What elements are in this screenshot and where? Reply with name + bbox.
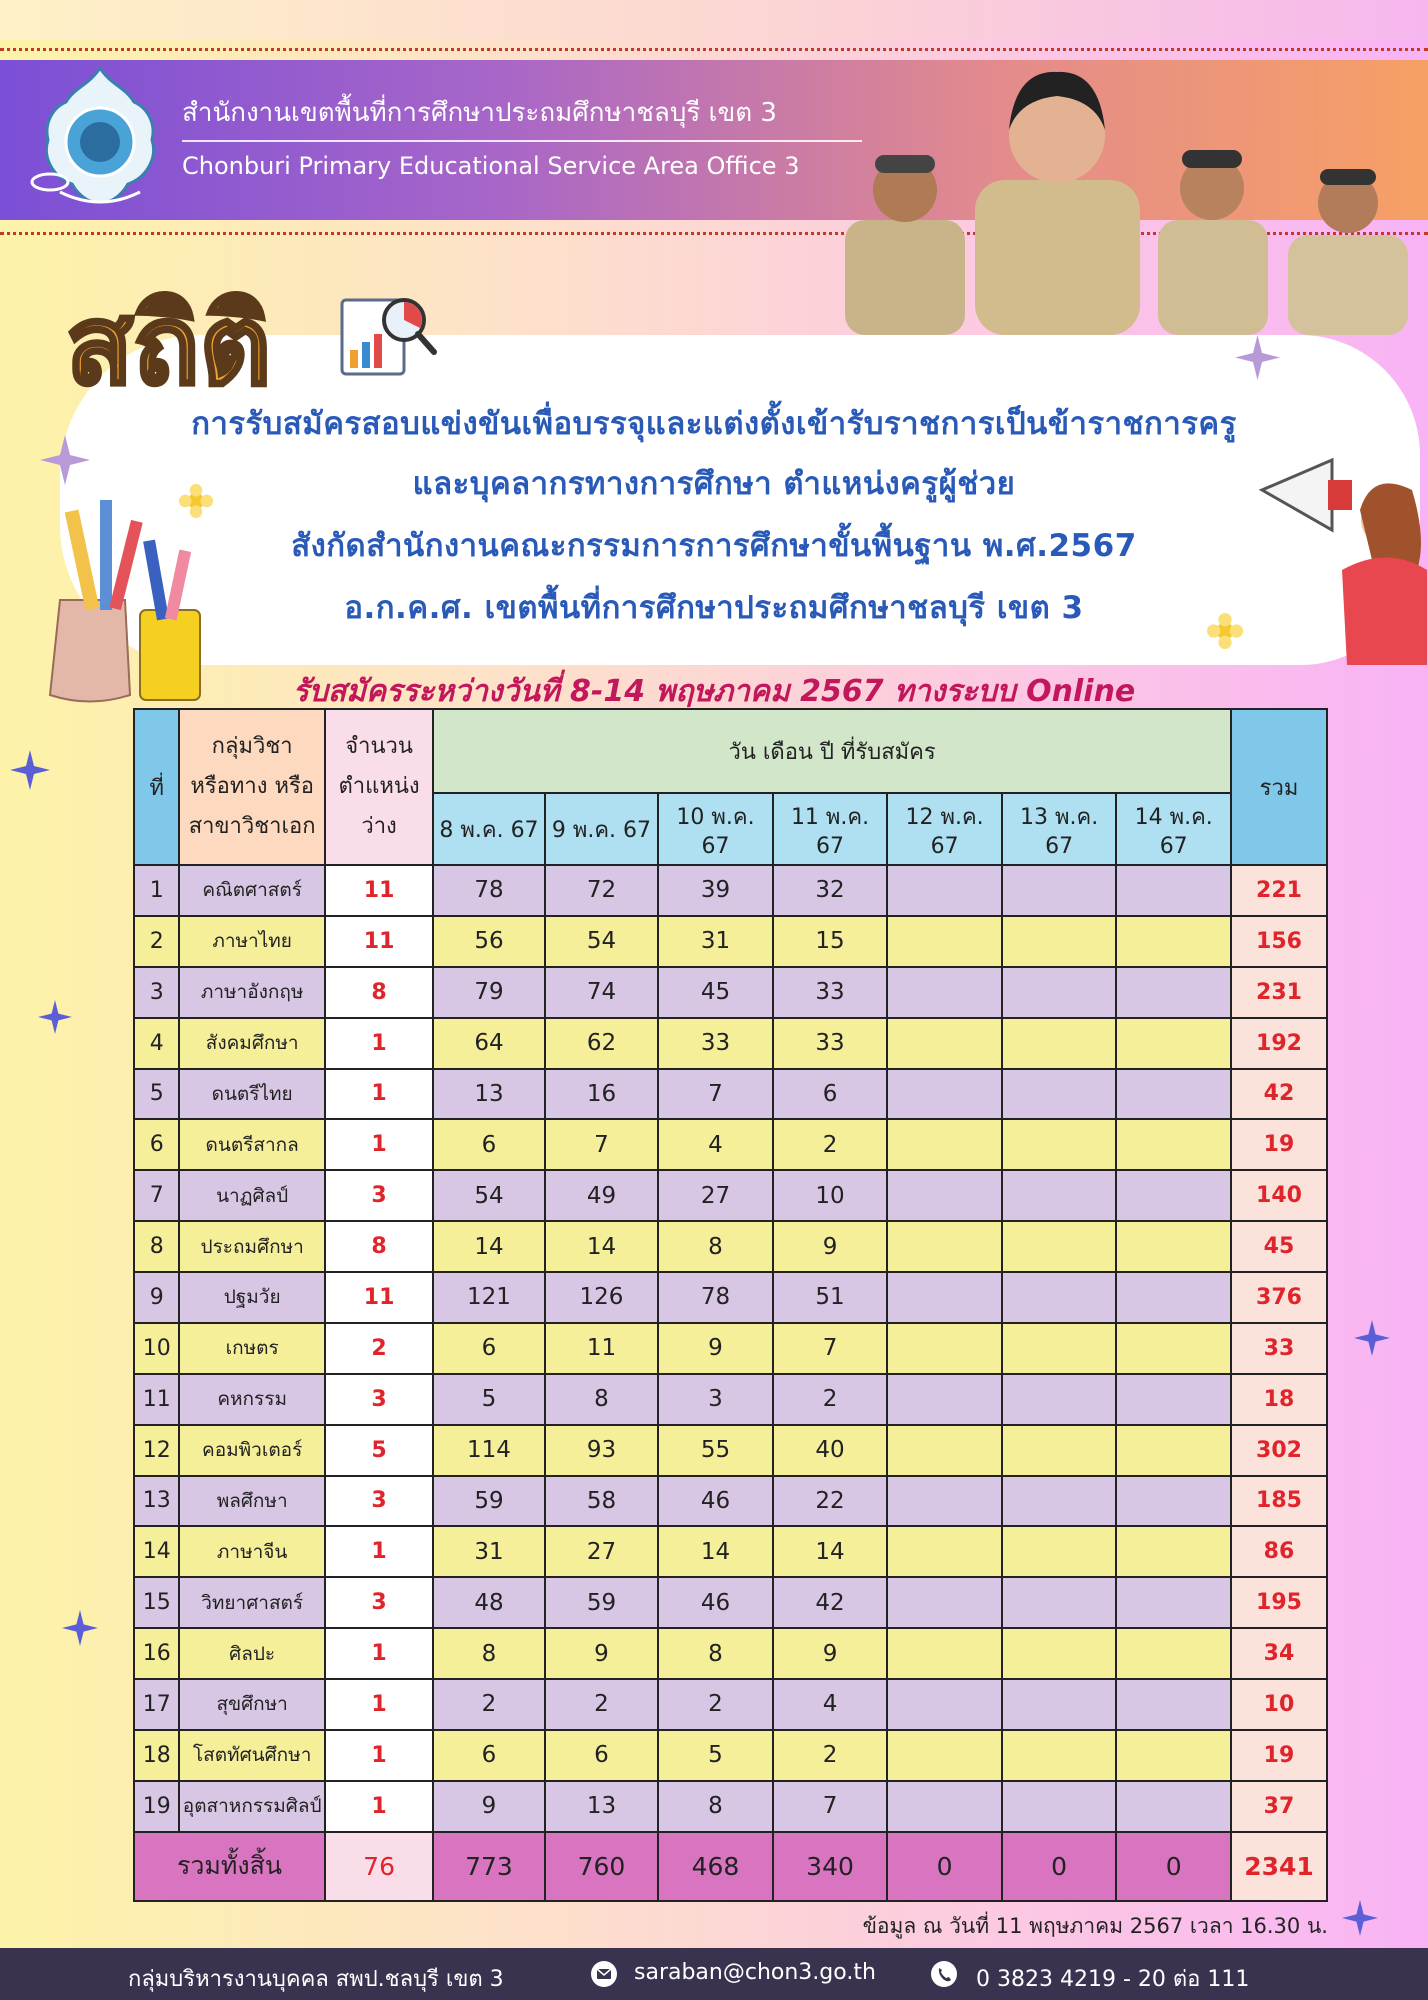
grand-total-row xyxy=(134,1832,1327,1901)
daily-applicants xyxy=(1116,1018,1231,1069)
daily-applicants: 51 xyxy=(773,1272,888,1323)
daily-applicants xyxy=(1002,1272,1117,1323)
daily-applicants: 33 xyxy=(773,1018,888,1069)
daily-applicants: 13 xyxy=(433,1069,544,1120)
daily-applicants xyxy=(1116,1679,1231,1730)
daily-applicants xyxy=(1116,1628,1231,1679)
daily-applicants xyxy=(1116,1526,1231,1577)
row-total: 42 xyxy=(1231,1069,1327,1120)
table-row xyxy=(134,1628,1327,1679)
open-positions: 2 xyxy=(325,1323,433,1374)
subject-name: ปฐมวัย xyxy=(179,1272,325,1323)
daily-applicants xyxy=(887,865,1002,916)
daily-applicants xyxy=(887,1476,1002,1527)
row-total: 86 xyxy=(1231,1526,1327,1577)
subject-name: ประถมศึกษา xyxy=(179,1221,325,1272)
daily-applicants xyxy=(887,1221,1002,1272)
daily-applicants: 40 xyxy=(773,1425,888,1476)
daily-applicants: 59 xyxy=(545,1577,659,1628)
daily-applicants: 4 xyxy=(773,1679,888,1730)
row-total: 156 xyxy=(1231,916,1327,967)
header-day: 13 พ.ค. 67 xyxy=(1002,793,1117,865)
daily-applicants: 7 xyxy=(773,1323,888,1374)
daily-applicants xyxy=(1002,1730,1117,1781)
daily-applicants: 46 xyxy=(658,1577,773,1628)
open-positions: 1 xyxy=(325,1526,433,1577)
daily-applicants: 27 xyxy=(545,1526,659,1577)
row-number: 14 xyxy=(134,1526,179,1577)
daily-applicants: 9 xyxy=(545,1628,659,1679)
subject-name: โสตทัศนศึกษา xyxy=(179,1730,325,1781)
title-line-1: การรับสมัครสอบแข่งขันเพื่อบรรจุและแต่งตั้งเข้ารับราชการเป็นข้าราชการครู xyxy=(191,406,1237,442)
header-day: 11 พ.ค. 67 xyxy=(773,793,888,865)
daily-applicants xyxy=(1116,1374,1231,1425)
table-row xyxy=(134,1577,1327,1628)
daily-applicants: 14 xyxy=(658,1526,773,1577)
row-number: 18 xyxy=(134,1730,179,1781)
daily-applicants: 79 xyxy=(433,967,544,1018)
open-positions: 1 xyxy=(325,1628,433,1679)
row-total: 37 xyxy=(1231,1781,1327,1832)
daily-applicants: 6 xyxy=(773,1069,888,1120)
director-photo-icon xyxy=(965,50,1150,335)
open-positions: 1 xyxy=(325,1069,433,1120)
daily-applicants: 4 xyxy=(658,1119,773,1170)
daily-applicants xyxy=(1116,1781,1231,1832)
table-row xyxy=(134,1018,1327,1069)
row-total: 231 xyxy=(1231,967,1327,1018)
total-positions: 76 xyxy=(325,1832,433,1901)
open-positions: 1 xyxy=(325,1781,433,1832)
daily-applicants xyxy=(1116,1323,1231,1374)
daily-applicants xyxy=(887,1730,1002,1781)
open-positions: 8 xyxy=(325,967,433,1018)
daily-applicants xyxy=(1116,1221,1231,1272)
table-row xyxy=(134,1781,1327,1832)
daily-applicants xyxy=(1002,865,1117,916)
row-number: 17 xyxy=(134,1679,179,1730)
daily-applicants xyxy=(1116,1069,1231,1120)
row-total: 10 xyxy=(1231,1679,1327,1730)
stat-heading: สถิติ xyxy=(66,281,272,409)
open-positions: 1 xyxy=(325,1119,433,1170)
row-number: 9 xyxy=(134,1272,179,1323)
table-row xyxy=(134,1323,1327,1374)
daily-applicants: 6 xyxy=(433,1730,544,1781)
daily-applicants: 74 xyxy=(545,967,659,1018)
daily-applicants xyxy=(887,1425,1002,1476)
daily-applicants: 22 xyxy=(773,1476,888,1527)
daily-applicants: 13 xyxy=(545,1781,659,1832)
sparkle-icon xyxy=(1235,335,1280,380)
row-total: 302 xyxy=(1231,1425,1327,1476)
daily-applicants: 11 xyxy=(545,1323,659,1374)
daily-applicants: 59 xyxy=(433,1476,544,1527)
subject-name: คอมพิวเตอร์ xyxy=(179,1425,325,1476)
daily-applicants: 14 xyxy=(433,1221,544,1272)
daily-applicants xyxy=(1116,916,1231,967)
daily-applicants xyxy=(1002,1577,1117,1628)
daily-applicants: 5 xyxy=(658,1730,773,1781)
row-total: 33 xyxy=(1231,1323,1327,1374)
daily-applicants xyxy=(887,1526,1002,1577)
daily-applicants: 31 xyxy=(658,916,773,967)
daily-applicants: 32 xyxy=(773,865,888,916)
daily-applicants xyxy=(887,1119,1002,1170)
row-number: 13 xyxy=(134,1476,179,1527)
table-row xyxy=(134,1526,1327,1577)
row-number: 11 xyxy=(134,1374,179,1425)
daily-total: 773 xyxy=(433,1832,544,1901)
daily-total: 0 xyxy=(1116,1832,1231,1901)
open-positions: 11 xyxy=(325,1272,433,1323)
daily-applicants xyxy=(1002,1476,1117,1527)
daily-applicants: 8 xyxy=(658,1221,773,1272)
daily-applicants: 7 xyxy=(773,1781,888,1832)
subject-name: นาฏศิลป์ xyxy=(179,1170,325,1221)
daily-applicants xyxy=(1002,1628,1117,1679)
daily-applicants: 8 xyxy=(545,1374,659,1425)
official-photo-icon xyxy=(1150,130,1275,335)
subject-name: ศิลปะ xyxy=(179,1628,325,1679)
row-number: 5 xyxy=(134,1069,179,1120)
open-positions: 3 xyxy=(325,1170,433,1221)
application-period: รับสมัครระหว่างวันที่ 8-14 พฤษภาคม 2567 ทางระบบ Online xyxy=(292,674,1136,709)
daily-applicants xyxy=(1002,1119,1117,1170)
daily-applicants: 33 xyxy=(658,1018,773,1069)
email-icon xyxy=(590,1960,618,1988)
daily-applicants xyxy=(887,1323,1002,1374)
star-icon xyxy=(38,1000,72,1034)
daily-applicants: 27 xyxy=(658,1170,773,1221)
daily-applicants: 49 xyxy=(545,1170,659,1221)
daily-applicants: 54 xyxy=(433,1170,544,1221)
daily-applicants xyxy=(1116,967,1231,1018)
megaphone-girl-icon xyxy=(1252,450,1427,665)
footer-department: กลุ่มบริหารงานบุคคล สพป.ชลบุรี เขต 3 xyxy=(128,1967,504,1992)
daily-applicants: 33 xyxy=(773,967,888,1018)
official-photo-icon xyxy=(1278,155,1418,335)
row-number: 1 xyxy=(134,865,179,916)
table-row xyxy=(134,1119,1327,1170)
daily-applicants: 16 xyxy=(545,1069,659,1120)
table-row xyxy=(134,1425,1327,1476)
daily-applicants xyxy=(1116,1577,1231,1628)
daily-applicants: 2 xyxy=(658,1679,773,1730)
daily-applicants: 8 xyxy=(658,1781,773,1832)
table-row xyxy=(134,1272,1327,1323)
table-row xyxy=(134,1221,1327,1272)
daily-applicants xyxy=(887,967,1002,1018)
subject-name: คหกรรม xyxy=(179,1374,325,1425)
daily-applicants: 58 xyxy=(545,1476,659,1527)
daily-applicants: 2 xyxy=(545,1679,659,1730)
row-total: 19 xyxy=(1231,1730,1327,1781)
daily-applicants xyxy=(887,916,1002,967)
open-positions: 11 xyxy=(325,865,433,916)
subject-name: อุตสาหกรรมศิลป์ xyxy=(179,1781,325,1832)
office-logo-icon xyxy=(30,62,170,212)
daily-applicants: 78 xyxy=(433,865,544,916)
sparkle-icon xyxy=(40,435,90,485)
daily-applicants: 2 xyxy=(773,1374,888,1425)
header-positions: จำนวน ตำแหน่ง ว่าง xyxy=(325,709,433,865)
daily-applicants: 121 xyxy=(433,1272,544,1323)
daily-applicants: 9 xyxy=(658,1323,773,1374)
daily-applicants xyxy=(1002,1018,1117,1069)
daily-applicants xyxy=(1002,1069,1117,1120)
daily-applicants xyxy=(1002,1679,1117,1730)
daily-applicants: 6 xyxy=(433,1119,544,1170)
row-total: 140 xyxy=(1231,1170,1327,1221)
subject-name: สังคมศึกษา xyxy=(179,1018,325,1069)
daily-applicants: 126 xyxy=(545,1272,659,1323)
row-total: 195 xyxy=(1231,1577,1327,1628)
daily-applicants: 2 xyxy=(773,1119,888,1170)
daily-applicants xyxy=(887,1679,1002,1730)
star-icon xyxy=(62,1610,98,1646)
daily-applicants: 39 xyxy=(658,865,773,916)
subject-name: ภาษาจีน xyxy=(179,1526,325,1577)
title-line-4: อ.ก.ค.ศ. เขตพื้นที่การศึกษาประถมศึกษาชลบุรี เขต 3 xyxy=(344,590,1084,626)
daily-applicants: 45 xyxy=(658,967,773,1018)
daily-applicants: 46 xyxy=(658,1476,773,1527)
header-subject: กลุ่มวิชา หรือทาง หรือ สาขาวิชาเอก xyxy=(179,709,325,865)
flower-icon xyxy=(1206,612,1244,650)
table-row xyxy=(134,865,1327,916)
header-day: 8 พ.ค. 67 xyxy=(433,793,544,865)
open-positions: 1 xyxy=(325,1679,433,1730)
row-total: 185 xyxy=(1231,1476,1327,1527)
row-total: 376 xyxy=(1231,1272,1327,1323)
subject-name: ดนตรีไทย xyxy=(179,1069,325,1120)
row-number: 15 xyxy=(134,1577,179,1628)
daily-applicants xyxy=(1002,916,1117,967)
row-total: 192 xyxy=(1231,1018,1327,1069)
table-row xyxy=(134,1730,1327,1781)
daily-applicants xyxy=(887,1170,1002,1221)
daily-applicants: 9 xyxy=(773,1221,888,1272)
star-icon xyxy=(1342,1900,1378,1936)
phone-icon xyxy=(930,1960,958,1988)
daily-applicants xyxy=(1002,1374,1117,1425)
daily-applicants: 64 xyxy=(433,1018,544,1069)
daily-applicants: 8 xyxy=(433,1628,544,1679)
daily-applicants xyxy=(1002,1170,1117,1221)
daily-applicants xyxy=(1116,1730,1231,1781)
table-row xyxy=(134,1679,1327,1730)
daily-applicants: 55 xyxy=(658,1425,773,1476)
row-number: 4 xyxy=(134,1018,179,1069)
subject-name: วิทยาศาสตร์ xyxy=(179,1577,325,1628)
daily-applicants xyxy=(887,1018,1002,1069)
subject-name: เกษตร xyxy=(179,1323,325,1374)
daily-applicants: 3 xyxy=(658,1374,773,1425)
daily-applicants: 9 xyxy=(433,1781,544,1832)
daily-applicants xyxy=(1002,1323,1117,1374)
footer-phone[interactable]: 0 3823 4219 - 20 ต่อ 111 xyxy=(976,1967,1250,1992)
subject-name: พลศึกษา xyxy=(179,1476,325,1527)
open-positions: 1 xyxy=(325,1730,433,1781)
flower-icon xyxy=(178,483,214,519)
official-photo-icon xyxy=(835,140,975,335)
daily-applicants xyxy=(887,1069,1002,1120)
header-number: ที่ xyxy=(134,709,179,865)
daily-applicants xyxy=(1002,967,1117,1018)
table-row xyxy=(134,1170,1327,1221)
open-positions: 8 xyxy=(325,1221,433,1272)
daily-applicants: 31 xyxy=(433,1526,544,1577)
row-number: 10 xyxy=(134,1323,179,1374)
daily-total: 340 xyxy=(773,1832,888,1901)
daily-applicants: 93 xyxy=(545,1425,659,1476)
header-total: รวม xyxy=(1231,709,1327,865)
open-positions: 3 xyxy=(325,1476,433,1527)
daily-total: 760 xyxy=(545,1832,659,1901)
dotted-divider xyxy=(0,48,1428,51)
row-total: 18 xyxy=(1231,1374,1327,1425)
header-application-dates: วัน เดือน ปี ที่รับสมัคร xyxy=(433,709,1231,793)
daily-applicants: 48 xyxy=(433,1577,544,1628)
row-total: 34 xyxy=(1231,1628,1327,1679)
row-number: 19 xyxy=(134,1781,179,1832)
open-positions: 5 xyxy=(325,1425,433,1476)
daily-applicants xyxy=(1002,1526,1117,1577)
daily-applicants: 7 xyxy=(545,1119,659,1170)
daily-applicants: 72 xyxy=(545,865,659,916)
top-stripe xyxy=(0,0,1428,40)
daily-applicants xyxy=(1002,1221,1117,1272)
daily-total: 468 xyxy=(658,1832,773,1901)
daily-applicants: 54 xyxy=(545,916,659,967)
table-row xyxy=(134,1374,1327,1425)
header-day: 10 พ.ค. 67 xyxy=(658,793,773,865)
row-number: 12 xyxy=(134,1425,179,1476)
daily-applicants xyxy=(1116,1476,1231,1527)
subject-name: คณิตศาสตร์ xyxy=(179,865,325,916)
daily-applicants: 2 xyxy=(773,1730,888,1781)
daily-applicants: 9 xyxy=(773,1628,888,1679)
daily-applicants: 78 xyxy=(658,1272,773,1323)
row-number: 8 xyxy=(134,1221,179,1272)
header-day: 14 พ.ค. 67 xyxy=(1116,793,1231,865)
daily-applicants xyxy=(887,1272,1002,1323)
daily-applicants: 15 xyxy=(773,916,888,967)
grand-total-value: 2341 xyxy=(1231,1832,1327,1901)
grand-total-label: รวมทั้งสิ้น xyxy=(134,1832,325,1901)
daily-applicants: 8 xyxy=(658,1628,773,1679)
daily-applicants: 10 xyxy=(773,1170,888,1221)
daily-applicants: 62 xyxy=(545,1018,659,1069)
daily-applicants xyxy=(1116,1425,1231,1476)
row-total: 221 xyxy=(1231,865,1327,916)
daily-applicants xyxy=(887,1577,1002,1628)
daily-applicants xyxy=(1116,1170,1231,1221)
daily-applicants xyxy=(1116,1272,1231,1323)
star-icon xyxy=(1354,1320,1390,1356)
applicant-statistics-table xyxy=(133,708,1328,1902)
row-number: 7 xyxy=(134,1170,179,1221)
daily-applicants: 114 xyxy=(433,1425,544,1476)
header-divider xyxy=(182,140,862,142)
daily-applicants xyxy=(1002,1781,1117,1832)
row-number: 6 xyxy=(134,1119,179,1170)
report-chart-icon xyxy=(338,290,438,380)
daily-applicants: 42 xyxy=(773,1577,888,1628)
daily-applicants: 6 xyxy=(433,1323,544,1374)
daily-total: 0 xyxy=(1002,1832,1117,1901)
open-positions: 11 xyxy=(325,916,433,967)
daily-applicants: 6 xyxy=(545,1730,659,1781)
row-number: 3 xyxy=(134,967,179,1018)
table-row xyxy=(134,916,1327,967)
table-row xyxy=(134,1476,1327,1527)
daily-applicants xyxy=(887,1628,1002,1679)
title-line-3: สังกัดสำนักงานคณะกรรมการการศึกษาขั้นพื้นฐาน พ.ศ.2567 xyxy=(291,528,1137,564)
star-icon xyxy=(10,750,50,790)
row-total: 45 xyxy=(1231,1221,1327,1272)
daily-applicants xyxy=(887,1781,1002,1832)
subject-name: ดนตรีสากล xyxy=(179,1119,325,1170)
daily-applicants xyxy=(1002,1425,1117,1476)
footer-email[interactable]: saraban@chon3.go.th xyxy=(634,1960,876,1985)
daily-total: 0 xyxy=(887,1832,1002,1901)
daily-applicants: 14 xyxy=(545,1221,659,1272)
table-row xyxy=(134,1069,1327,1120)
open-positions: 1 xyxy=(325,1018,433,1069)
daily-applicants xyxy=(887,1374,1002,1425)
open-positions: 3 xyxy=(325,1374,433,1425)
office-name-thai: สำนักงานเขตพื้นที่การศึกษาประถมศึกษาชลบุรี เขต 3 xyxy=(182,98,777,128)
daily-applicants xyxy=(1116,865,1231,916)
subject-name: ภาษาไทย xyxy=(179,916,325,967)
table-row xyxy=(134,967,1327,1018)
office-name-english: Chonburi Primary Educational Service Area Office 3 xyxy=(182,152,800,180)
row-number: 16 xyxy=(134,1628,179,1679)
row-number: 2 xyxy=(134,916,179,967)
open-positions: 3 xyxy=(325,1577,433,1628)
row-total: 19 xyxy=(1231,1119,1327,1170)
header-day: 12 พ.ค. 67 xyxy=(887,793,1002,865)
daily-applicants: 7 xyxy=(658,1069,773,1120)
daily-applicants: 2 xyxy=(433,1679,544,1730)
subject-name: สุขศึกษา xyxy=(179,1679,325,1730)
footer-bar xyxy=(0,1948,1428,2000)
daily-applicants: 5 xyxy=(433,1374,544,1425)
daily-applicants: 56 xyxy=(433,916,544,967)
data-timestamp-note: ข้อมูล ณ วันที่ 11 พฤษภาคม 2567 เวลา 16.30 น. xyxy=(862,1914,1328,1938)
title-line-2: และบุคลากรทางการศึกษา ตำแหน่งครูผู้ช่วย xyxy=(412,466,1016,502)
daily-applicants: 14 xyxy=(773,1526,888,1577)
daily-applicants xyxy=(1116,1119,1231,1170)
subject-name: ภาษาอังกฤษ xyxy=(179,967,325,1018)
header-day: 9 พ.ค. 67 xyxy=(545,793,659,865)
